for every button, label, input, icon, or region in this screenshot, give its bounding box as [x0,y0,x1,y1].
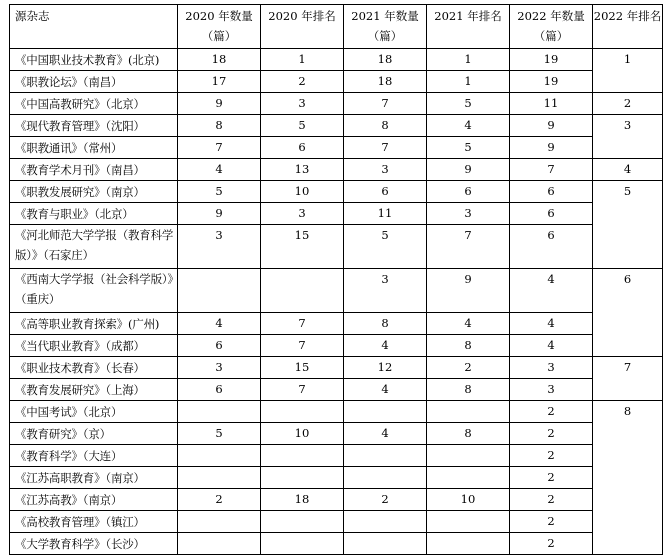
header-2021-count: 2021 年数量（篇） [344,5,427,49]
count-2022: 4 [510,313,593,335]
journal-name: 《教育发展研究》（上海） [10,379,178,401]
journal-name: 《高等职业教育探索》(广州) [10,313,178,335]
journal-name: 《中国职业技术教育》(北京) [10,49,178,71]
count-2020 [178,445,261,467]
table-row [10,467,663,489]
rank-2021: 1 [427,49,510,71]
journal-name: 《中国考试》（北京） [10,401,178,423]
rank-2020: 1 [261,49,344,71]
table-row [10,159,663,181]
rank-2022: 1 [593,49,663,93]
rank-2021: 4 [427,115,510,137]
table-row [10,115,663,137]
count-2021: 12 [344,357,427,379]
rank-2021: 9 [427,159,510,181]
header-2021-rank: 2021 年排名 [427,5,510,49]
count-2020: 3 [178,225,261,269]
count-2020: 6 [178,335,261,357]
table-row [10,401,663,423]
count-2021: 4 [344,379,427,401]
rank-2021: 5 [427,93,510,115]
count-2021: 18 [344,71,427,93]
table-row [10,533,663,555]
journal-name: 《职教通讯》（常州） [10,137,178,159]
count-2021: 11 [344,203,427,225]
rank-2020 [261,467,344,489]
table-row [10,49,663,71]
count-2021: 4 [344,423,427,445]
rank-2020: 2 [261,71,344,93]
rank-2020: 13 [261,159,344,181]
table-row [10,269,663,313]
journal-name: 《河北师范大学学报（教育科学版）》（石家庄） [10,225,178,269]
rank-2020: 15 [261,357,344,379]
count-2022: 6 [510,225,593,269]
count-2021 [344,467,427,489]
count-2022: 11 [510,93,593,115]
rank-2020: 5 [261,115,344,137]
count-2022: 9 [510,137,593,159]
count-2021: 8 [344,313,427,335]
table-row [10,313,663,335]
count-2022: 2 [510,401,593,423]
table-row [10,71,663,93]
rank-2020: 10 [261,423,344,445]
count-2021: 3 [344,159,427,181]
rank-2020 [261,269,344,313]
count-2021 [344,401,427,423]
count-2022: 3 [510,379,593,401]
count-2020: 4 [178,313,261,335]
journal-name: 《现代教育管理》（沈阳） [10,115,178,137]
rank-2022: 3 [593,115,663,159]
rank-2020: 7 [261,379,344,401]
count-2021: 7 [344,93,427,115]
count-2020: 3 [178,357,261,379]
rank-2020: 7 [261,335,344,357]
count-2021: 8 [344,115,427,137]
count-2021 [344,445,427,467]
count-2022: 2 [510,445,593,467]
header-2020-count: 2020 年数量（篇） [178,5,261,49]
count-2022: 2 [510,489,593,511]
count-2022: 19 [510,71,593,93]
count-2020: 2 [178,489,261,511]
journal-name: 《教育学术月刊》（南昌） [10,159,178,181]
table-row [10,203,663,225]
header-2022-rank: 2022 年排名 [593,5,663,49]
rank-2020: 10 [261,181,344,203]
count-2022: 4 [510,335,593,357]
count-2020 [178,533,261,555]
count-2022: 3 [510,357,593,379]
rank-2021 [427,533,510,555]
rank-2020 [261,533,344,555]
rank-2021: 9 [427,269,510,313]
table-row [10,137,663,159]
rank-2021: 1 [427,71,510,93]
rank-2021 [427,467,510,489]
table-row [10,225,663,269]
count-2020: 6 [178,379,261,401]
rank-2021: 2 [427,357,510,379]
count-2020 [178,467,261,489]
rank-2022: 5 [593,181,663,269]
journal-name: 《大学教育科学》（长沙） [10,533,178,555]
rank-2021: 8 [427,423,510,445]
journal-name: 《江苏高教》（南京） [10,489,178,511]
journal-name: 《教育研究》（京） [10,423,178,445]
journal-name: 《江苏高职教育》（南京） [10,467,178,489]
rank-2021: 7 [427,225,510,269]
rank-2020 [261,511,344,533]
table-row [10,93,663,115]
rank-2021: 8 [427,379,510,401]
table-row [10,181,663,203]
count-2021: 2 [344,489,427,511]
count-2021 [344,511,427,533]
count-2020 [178,269,261,313]
count-2022: 2 [510,533,593,555]
count-2020: 9 [178,203,261,225]
rank-2022: 8 [593,401,663,555]
rank-2020 [261,445,344,467]
rank-2022: 7 [593,357,663,401]
rank-2020: 7 [261,313,344,335]
journal-name: 《职业技术教育》（长春） [10,357,178,379]
rank-2020: 3 [261,93,344,115]
table-row [10,489,663,511]
rank-2020: 18 [261,489,344,511]
journal-name: 《教育与职业》（北京） [10,203,178,225]
journal-name: 《当代职业教育》（成都） [10,335,178,357]
rank-2020: 6 [261,137,344,159]
count-2020: 7 [178,137,261,159]
header-source: 源杂志 [10,5,178,49]
journal-name: 《教育科学》（大连） [10,445,178,467]
count-2020: 18 [178,49,261,71]
header-row [10,5,663,49]
count-2021: 18 [344,49,427,71]
count-2022: 19 [510,49,593,71]
count-2020: 8 [178,115,261,137]
rank-2021: 6 [427,181,510,203]
count-2022: 2 [510,467,593,489]
journal-name: 《高校教育管理》（镇江） [10,511,178,533]
count-2022: 6 [510,181,593,203]
table-row [10,357,663,379]
rank-2020 [261,401,344,423]
count-2021: 7 [344,137,427,159]
count-2022: 9 [510,115,593,137]
rank-2021 [427,401,510,423]
rank-2022: 2 [593,93,663,115]
header-2022-count: 2022 年数量（篇） [510,5,593,49]
journal-name: 《中国高教研究》（北京） [10,93,178,115]
table-row [10,511,663,533]
rank-2022: 6 [593,269,663,357]
count-2022: 2 [510,511,593,533]
count-2021: 3 [344,269,427,313]
rank-2021: 5 [427,137,510,159]
count-2020 [178,401,261,423]
journal-name: 《职教论坛》（南昌） [10,71,178,93]
count-2020: 5 [178,423,261,445]
count-2022: 7 [510,159,593,181]
count-2020: 17 [178,71,261,93]
table-row [10,379,663,401]
count-2021: 6 [344,181,427,203]
rank-2021 [427,445,510,467]
rank-2021: 3 [427,203,510,225]
journal-name: 《职教发展研究》（南京） [10,181,178,203]
count-2022: 2 [510,423,593,445]
count-2021: 5 [344,225,427,269]
count-2020: 4 [178,159,261,181]
count-2020: 5 [178,181,261,203]
count-2022: 6 [510,203,593,225]
rank-2021: 8 [427,335,510,357]
rank-2021: 4 [427,313,510,335]
rank-2021 [427,511,510,533]
journal-ranking-table [9,4,663,555]
header-2020-rank: 2020 年排名 [261,5,344,49]
count-2020: 9 [178,93,261,115]
rank-2021: 10 [427,489,510,511]
count-2021 [344,533,427,555]
rank-2022: 4 [593,159,663,181]
count-2021: 4 [344,335,427,357]
count-2022: 4 [510,269,593,313]
table-row [10,335,663,357]
count-2020 [178,511,261,533]
table-row [10,445,663,467]
table-row [10,423,663,445]
rank-2020: 3 [261,203,344,225]
rank-2020: 15 [261,225,344,269]
journal-name: 《西南大学学报（社会科学版）》（重庆） [10,269,178,313]
